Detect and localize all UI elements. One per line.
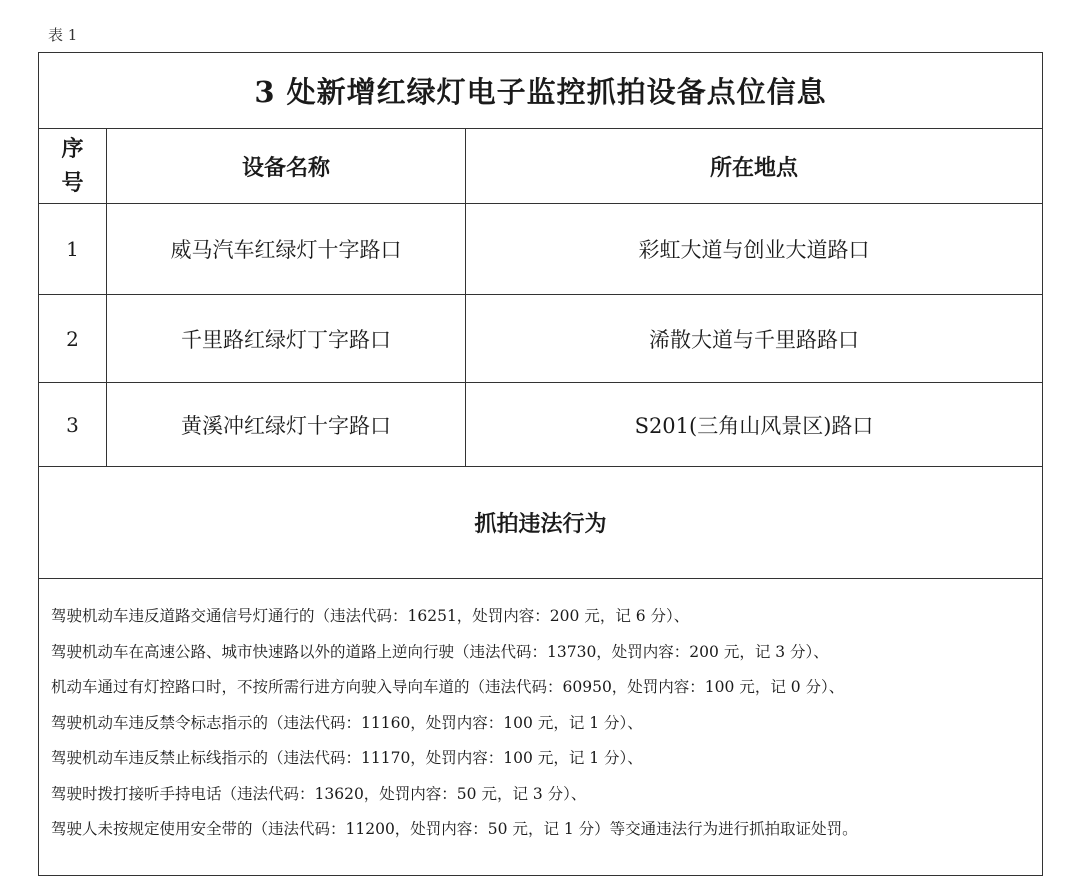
header-seq — [39, 129, 106, 203]
info-table — [38, 52, 1043, 876]
header-location: 所在地点 — [709, 154, 798, 181]
row-1-device: 威马汽车红绿灯十字路口 — [170, 238, 402, 262]
header-device-name: 设备名称 — [241, 154, 330, 181]
violation-item: 驾驶机动车在高速公路、城市快速路以外的道路上逆向行驶（违法代码：13730，处罚内容：200 元，记 3 分）、 — [51, 642, 829, 661]
violation-item: 驾驶机动车违反禁止标线指示的（违法代码：11170，处罚内容：100 元，记 1 分）、 — [51, 749, 643, 767]
row-2-location: 浠散大道与千里路路口 — [649, 327, 859, 352]
violation-item: 驾驶机动车违反道路交通信号灯通行的（违法代码：16251，处罚内容：200 元，记 6 分）、 — [51, 607, 690, 625]
table-caption: 表 1 — [48, 26, 78, 44]
row-3-seq: 3 — [66, 412, 79, 437]
violations-list — [51, 599, 1036, 848]
row-3-device: 黄溪冲红绿灯十字路口 — [181, 413, 391, 438]
header-seq-line1: 序 — [61, 136, 84, 162]
row-2-seq: 2 — [66, 326, 79, 351]
violation-item: 驾驶机动车违反禁令标志指示的（违法代码：11160，处罚内容：100 元，记 1 分）、 — [51, 713, 643, 732]
section-title: 抓拍违法行为 — [474, 511, 607, 537]
header-seq-line2: 号 — [61, 170, 84, 196]
row-1-seq: 1 — [66, 237, 79, 261]
row-2-device: 千里路红绿灯丁字路口 — [181, 327, 391, 352]
row-1-location: 彩虹大道与创业大道路口 — [638, 238, 870, 262]
table-title: 3 处新增红绿灯电子监控抓拍设备点位信息 — [254, 75, 827, 109]
row-3-location: S201(三角山风景区)路口 — [634, 413, 874, 438]
divider — [39, 578, 1042, 579]
violation-item: 驾驶人未按规定使用安全带的（违法代码：11200，处罚内容：50 元，记 1 分）等交通违法行为进行抓拍取证处罚。 — [51, 820, 858, 838]
violation-item: 机动车通过有灯控路口时，不按所需行进方向驶入导向车道的（违法代码：60950，处罚内容：100 元，记 0 分）、 — [51, 678, 845, 696]
violation-item: 驾驶时拨打接听手持电话（违法代码：13620，处罚内容：50 元，记 3 分）、 — [51, 784, 587, 803]
